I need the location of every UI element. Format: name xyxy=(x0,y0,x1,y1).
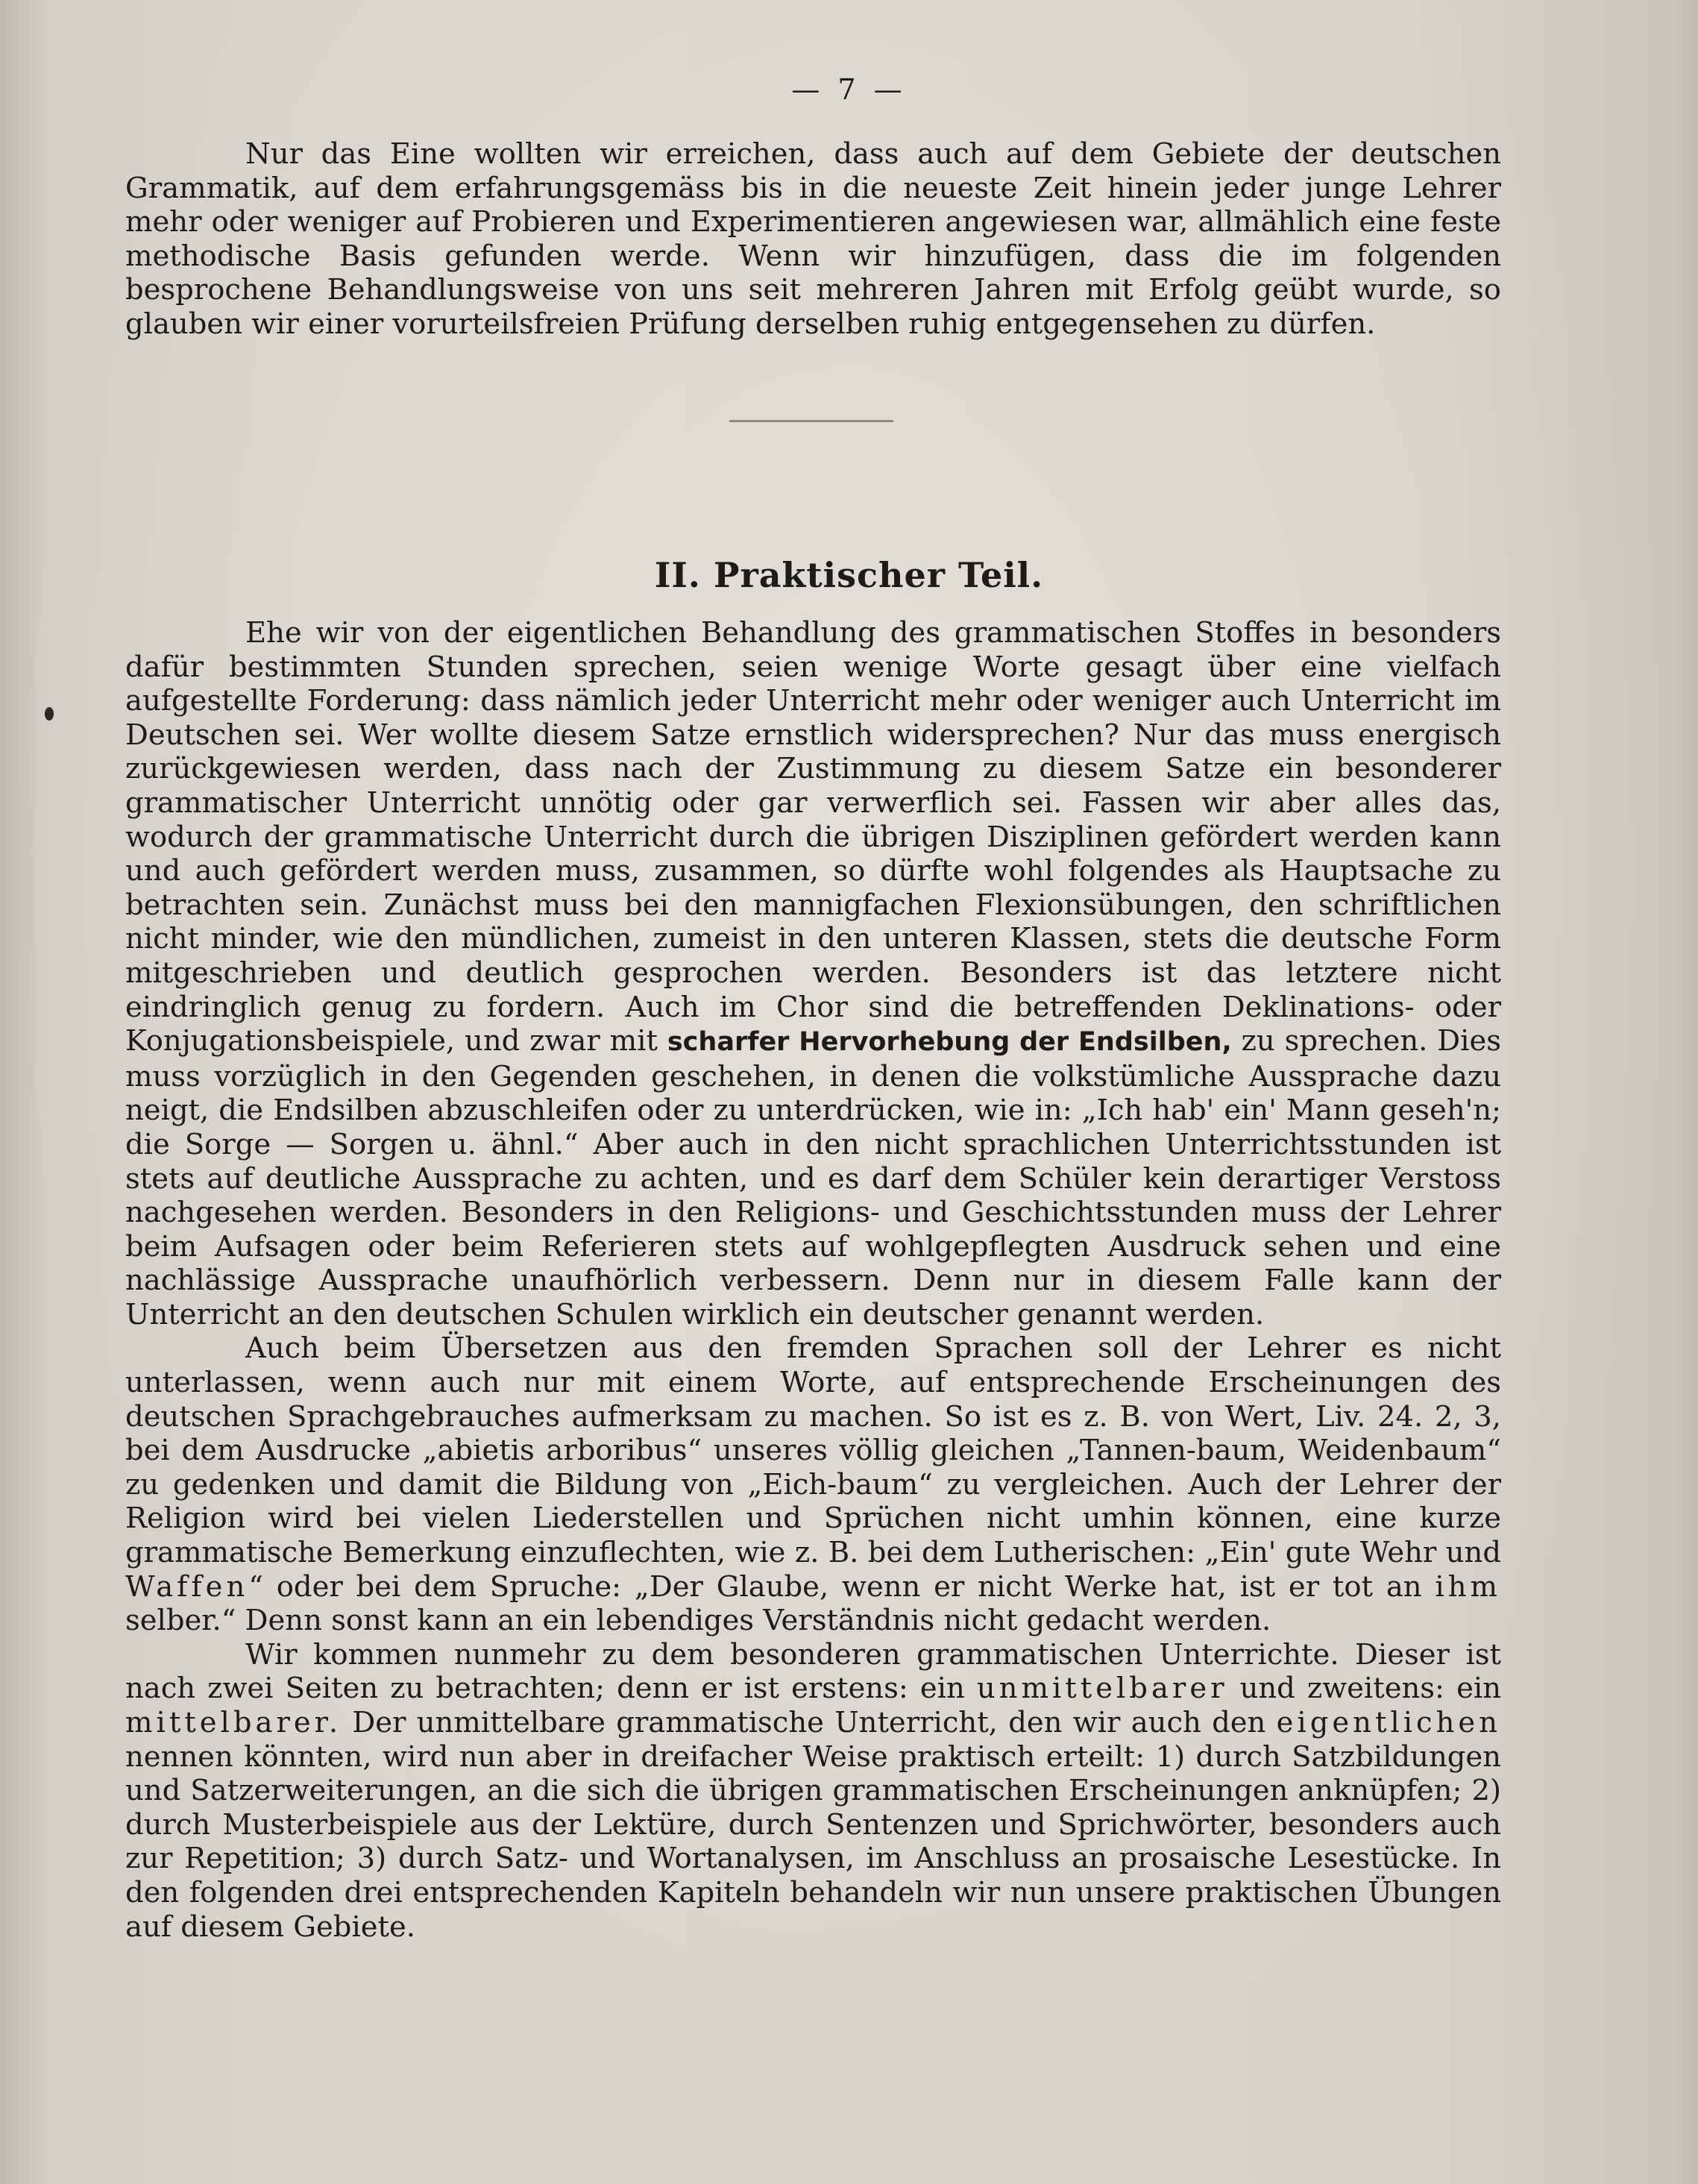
intro-paragraph-block xyxy=(125,137,1501,342)
paragraph-3 xyxy=(125,1638,1501,1944)
paragraph-3-part-b: und zweitens: ein xyxy=(1227,1672,1501,1706)
spaced-word-waffen: Waffen xyxy=(125,1569,249,1604)
paragraph-2-part-a: Auch beim Übersetzen aus den fremden Sprachen soll der Lehrer es nicht unterlassen, wenn auch nur mit einem Worte, auf entsprechende Erscheinungen des deutschen Sprachgebrauches aufmerksam zu machen. So ist es z. B. von Wert, Liv. 24. 2, 3, bei dem Ausdrucke „abietis arboribus“ unseres völlig gleichen „Tannen-baum, Weidenbaum“ zu gedenken und damit die Bildung von „Eich-baum“ zu vergleichen. Auch der Lehrer der Religion wird bei vielen Liederstellen und Sprüchen nicht umhin können, eine kurze grammatische Bemerkung einzuflechten, wie z. B. bei dem Lutherischen: „Ein' gute Wehr und xyxy=(125,1331,1501,1570)
paragraph-3-part-c: Der unmittelbare grammatische Unterricht, den wir auch den xyxy=(342,1706,1277,1739)
paragraph-1 xyxy=(125,616,1501,1331)
paragraph-2-part-b: “ oder bei dem Spruche: „Der Glaube, wenn er nicht Werke hat, ist er tot an xyxy=(248,1569,1436,1604)
paragraph-3-part-d: nennen könnten, wird nun aber in dreifacher Weise praktisch erteilt: 1) durch Satzbildungen und Satzerweiterungen, an die sich die übrigen grammatischen Erscheinungen anknüpfen; 2) durch Musterbeispiele aus der Lektüre, durch Sentenzen und Sprichwörter, besonders auch zur Repetition; 3) durch Satz- und Wortanalysen, im Anschluss an prosaische Lesestücke. In den folgenden drei entsprechenden Kapiteln behandeln wir nun unsere praktischen Übungen auf diesem Gebiete. xyxy=(125,1739,1501,1944)
intro-paragraph: Nur das Eine wollten wir erreichen, dass auch auf dem Gebiete der deutschen Grammatik, auf dem erfahrungsgemäss bis in die neueste Zeit hinein jeder junge Lehrer mehr oder weniger auf Probieren und Experimentieren angewiesen war, allmählich eine feste methodische Basis gefunden werde. Wenn wir hinzufügen, dass die im folgenden besprochene Behandlungsweise von uns seit mehreren Jahren mit Erfolg geübt wurde, so glauben wir einer vorurteilsfreien Prüfung derselben ruhig entgegensehen zu dürfen. xyxy=(125,137,1501,341)
spaced-word-eigentlichen: eigentlichen xyxy=(1276,1706,1501,1739)
margin-ink-spot xyxy=(45,707,54,721)
section-body xyxy=(125,616,1501,1944)
paragraph-2-part-c: selber.“ Denn sonst kann an ein lebendiges Verständnis nicht gedacht werden. xyxy=(125,1604,1271,1638)
paragraph-1-part-a: Ehe wir von der eigentlichen Behandlung des grammatischen Stoffes in besonders dafür bestimmten Stunden sprechen, seien wenige Worte gesagt über eine vielfach aufgestellte Forderung: dass nämlich jeder Unterricht mehr oder weniger auch Unterricht im Deutschen sei. Wer wollte diesem Satze ernstlich widersprechen? Nur das muss energisch zurückgewiesen werden, dass nach der Zustimmung zu diesem Satze ein besonderer grammatischer Unterricht unnötig oder gar verwerflich sei. Fassen wir aber alles das, wodurch der grammatische Unterricht durch die übrigen Disziplinen gefördert werden kann und auch gefördert werden muss, zusammen, so dürfte wohl folgendes als Hauptsache zu betrachten sein. Zunächst muss bei den mannigfachen Flexionsübungen, den schriftlichen nicht minder, wie den mündlichen, zumeist in den unteren Klassen, stets die deutsche Form mitgeschrieben und deutlich gesprochen werden. Besonders ist das letztere nicht eindringlich genug zu fordern. Auch im Chor sind die betreffenden Deklinations- oder Konjugationsbeispiele, und zwar mit xyxy=(125,616,1501,1058)
paragraph-2 xyxy=(125,1331,1501,1637)
spaced-word-ihm: ihm xyxy=(1435,1569,1501,1604)
spaced-word-unmittelbarer: unmittelbarer xyxy=(976,1672,1228,1706)
spaced-word-mittelbarer: mittelbarer. xyxy=(125,1706,342,1739)
section-divider xyxy=(729,420,893,422)
emphasis-bold: scharfer Hervorhebung der Endsilben, xyxy=(667,1027,1232,1058)
section-heading: II. Praktischer Teil. xyxy=(654,555,1044,595)
paragraph-1-part-b: zu sprechen. Dies muss vorzüglich in den Gegenden geschehen, in denen die volkstümliche Aussprache dazu neigt, die Endsilben abzuschleifen oder zu unterdrücken, wie in: „Ich hab' ein' Mann geseh'n; die Sorge — Sorgen u. ähnl.“ Aber auch in den nicht sprachlichen Unterrichtsstunden ist stets auf deutliche Aussprache zu achten, und es darf dem Schüler kein derartiger Verstoss nachgesehen werden. Besonders in den Religions- und Geschichtsstunden muss der Lehrer beim Aufsagen oder beim Referieren stets auf wohlgepflegten Ausdruck sehen und eine nachlässige Aussprache unaufhörlich verbessern. Denn nur in diesem Falle kann der Unterricht an den deutschen Schulen wirklich ein deutscher genannt werden. xyxy=(125,1024,1501,1331)
paragraph-3-part-a: Wir kommen nunmehr zu dem besonderen grammatischen Unterrichte. Dieser ist nach zwei Seiten zu betrachten; denn er ist erstens: ein xyxy=(125,1637,1501,1706)
page-number: — 7 — xyxy=(791,73,907,106)
